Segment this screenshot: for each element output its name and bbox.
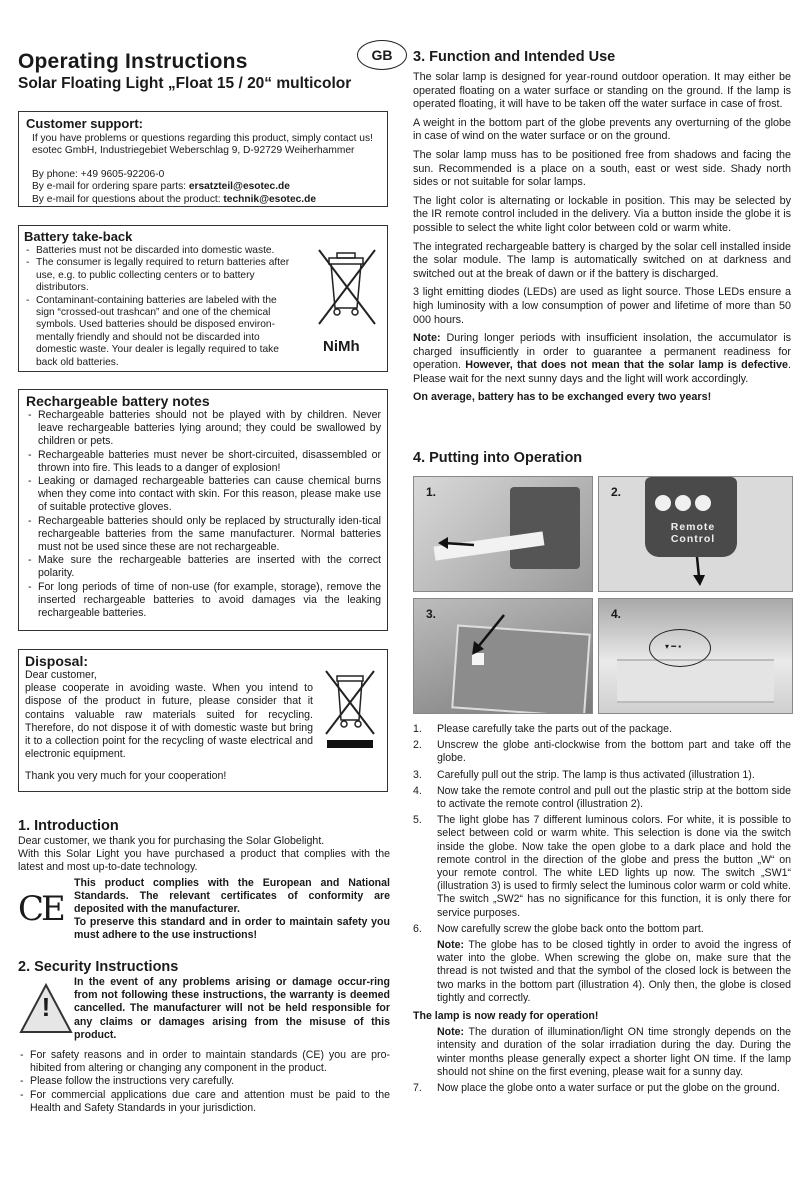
ce-compliance-text: This product complies with the European and National Standards. The relevant certificates of conformity are deposited with the manufacturer. xyxy=(74,876,390,916)
support-email-tech: By e-mail for questions about the product: technik@esotec.de xyxy=(32,193,317,205)
list-item: - Batteries must not be discarded into domestic waste. xyxy=(24,245,292,257)
list-item: - The consumer is legally required to return batteries after use, e.g. to public collecting centers or to battery distributors. xyxy=(24,257,292,294)
page-subtitle: Solar Floating Light „Float 15 / 20“ multicolor xyxy=(18,75,352,92)
battery-exchange-note: On average, battery has to be exchanged every two years! xyxy=(413,391,712,404)
weee-trashcan-icon xyxy=(323,668,377,748)
illustration-1 xyxy=(413,476,593,592)
illustration-2 xyxy=(598,476,793,592)
support-address: esotec GmbH, Industriegebiet Weberschlag 9, D-92729 Weiherhammer xyxy=(32,145,355,157)
list-item: - Make sure the rechargeable batteries are inserted with the correct polarity. xyxy=(26,554,381,580)
step7-note: Note: The duration of illumination/light ON time strongly depends on the intensity and duration of the solar irradiation during the day. During the winter months please generally expect a shorter light ON time. If the lamp should not shine on the first evening, please wait for a sunny day. xyxy=(437,1026,791,1078)
security-list xyxy=(18,1049,390,1115)
customer-support-box xyxy=(18,111,388,207)
email-parts-link[interactable]: ersatzteil@esotec.de xyxy=(188,181,290,193)
list-item: 3. Carefully pull out the strip. The lamp is thus activated (illustration 1). xyxy=(413,768,755,781)
ce-mark-icon: CE xyxy=(18,888,63,929)
support-phone: By phone: +49 9605-92206-0 xyxy=(32,168,165,180)
illustration-label: 3. xyxy=(426,607,437,621)
illustration-4 xyxy=(598,598,793,714)
operation-steps xyxy=(413,723,791,1095)
list-item: - Contaminant-containing batteries are labeled with the sign “crossed-out trashcan” and one of the chemical symbols. Used batteries should be disposed environ-mentally friendly and should not be discarded into domestic waste. Your dealer is legally required to take back old batteries. xyxy=(24,295,292,369)
support-intro: If you have problems or questions regarding this product, simply contact us! xyxy=(32,133,373,144)
ce-safety-text: To preserve this standard and in order to maintain safety you must adhere to the use instructions! xyxy=(74,916,390,942)
warning-mark: ! xyxy=(41,992,51,1022)
rechargeable-list xyxy=(26,409,381,620)
list-item: 7. Now place the globe onto a water surface or put the globe on the ground. xyxy=(413,1082,780,1095)
page-title: Operating Instructions xyxy=(18,50,248,73)
arrow-down-icon xyxy=(691,557,707,587)
nimh-label: NiMh xyxy=(323,338,360,355)
battery-takeback-heading: Battery take-back xyxy=(24,229,133,244)
list-item: - For safety reasons and in order to maintain standards (CE) you are pro-hibited from altering or changing any component in the product. xyxy=(18,1049,390,1075)
list-item: - For long periods of time of non-use (for example, storage), remove the inserted rechargeable batteries to avoid damages via the leaking rechargeable batteries. xyxy=(26,581,381,621)
list-item: - Rechargeable batteries should only be replaced by structurally iden-tical rechargeable batteries from the same manufacturer. Normal batteries must not be used since these are not rechargeable. xyxy=(26,515,381,555)
arrow-down-left-icon xyxy=(464,613,508,659)
language-badge: GB xyxy=(357,40,407,70)
list-item: - Rechargeable batteries must never be short-circuited, disassembled or thrown into fire. This leads to a danger of explosion! xyxy=(26,449,381,475)
illustration-label: 2. xyxy=(611,485,622,499)
battery-takeback-list xyxy=(24,245,292,369)
disposal-box xyxy=(18,649,388,792)
disposal-thanks: Thank you very much for your cooperation! xyxy=(25,770,227,783)
document-header xyxy=(18,50,363,94)
function-p2: A weight in the bottom part of the globe prevents any overturning of the globe in case of wind on the water surface or on the ground. xyxy=(413,116,791,143)
illustration-label: 4. xyxy=(611,607,622,621)
battery-takeback-box xyxy=(18,225,388,372)
disposal-heading: Disposal: xyxy=(25,653,89,669)
list-item: 6. Now carefully screw the globe back onto the bottom part. xyxy=(413,922,704,935)
illustration-3 xyxy=(413,598,593,714)
list-item: 4. Now take the remote control and pull out the plastic strip at the bottom side to activate the remote control (illustration 2). xyxy=(413,784,791,811)
function-p6: 3 light emitting diodes (LEDs) are used as light source. Those LEDs ensure a high luminosity with a low consumption of power and lifetime of more than 50 000 hours. xyxy=(413,286,791,326)
function-section xyxy=(413,48,791,405)
warranty-warning: In the event of any problems arising or damage occur-ring from not following these instructions, the warranty is deemed cancelled. The manufacturer will not be held responsible for any claims or damages arising from the misuse of this product. xyxy=(74,976,390,1041)
list-item: 2. Unscrew the globe anti-clockwise from the bottom part and take off the globe. xyxy=(413,739,791,765)
introduction-p1: Dear customer, we thank you for purchasing the Solar Globelight. xyxy=(18,835,325,847)
ready-for-operation: The lamp is now ready for operation! xyxy=(413,1010,599,1023)
operation-heading: 4. Putting into Operation xyxy=(413,450,583,466)
function-p3: The solar lamp muss has to be positioned free from shadows and facing the sun. Recommended is a place on a south, east or west side. Shady north sides or not suitable for solar lamps. xyxy=(413,148,791,189)
function-heading: 3. Function and Intended Use xyxy=(413,49,616,65)
arrow-left-icon xyxy=(436,533,476,553)
function-p1: The solar lamp is designed for year-round outdoor operation. It may either be operated floating on a water surface or standing on the ground. If the lamp is operated floating, it will have to be taken off the water surface in case of frost. xyxy=(413,71,791,111)
crossed-out-trashcan-icon xyxy=(315,246,379,330)
list-item: 5. The light globe has 7 different luminous colors. For white, it is possible to select between cold or warm white. This selection is done via the switch inside the globe. Now take the open globe to a dark place and hold the remote control in the direction of the globe and press the button „W“ on your remote control. The white LED lights up now. The switch „SW1“ (illustration 3) is used to firmly select the luminous color warm or cold white. The switch „SW2“ has no significance for this function, it is only there for service purposes. xyxy=(413,814,791,919)
rechargeable-notes-box xyxy=(18,389,388,631)
security-section xyxy=(18,958,390,1115)
disposal-greeting: Dear customer, xyxy=(25,669,97,681)
list-item: 1. Please carefully take the parts out of the package. xyxy=(413,723,672,735)
introduction-section xyxy=(18,817,390,957)
function-p5: The integrated rechargeable battery is charged by the solar cell installed inside the solar module. The lamp is automatically switched on at darkness and switched out at the break of dawn or if the battery is discharged. xyxy=(413,240,791,280)
introduction-p2: With this Solar Light you have purchased a product that complies with the latest and most up-to-date technology. xyxy=(18,848,390,874)
disposal-text: please cooperate in avoiding waste. When you intend to dispose of the product in future, please consider that it contains valuable raw materials suited for recycling. Therefore, do not dispose it of with domestic waste but bring it to a collection point for the recycling of waste electrical and electronic equipment. xyxy=(25,682,313,761)
list-item: - For commercial applications due care and attention must be paid to the Health and Safety Standards in your jurisdiction. xyxy=(18,1089,390,1115)
support-email-parts: By e-mail for ordering spare parts: ersatzteil@esotec.de xyxy=(32,181,290,193)
security-heading: 2. Security Instructions xyxy=(18,959,179,975)
list-item: - Please follow the instructions very carefully. xyxy=(18,1075,390,1088)
email-tech-link[interactable]: technik@esotec.de xyxy=(223,193,317,205)
function-p4: The light color is alternating or lockable in position. This may be selected by the IR remote control included in the delivery. Via a button inside the globe it is possible to select the white light color between cold or warm white. xyxy=(413,194,791,234)
rechargeable-heading: Rechargeable battery notes xyxy=(26,393,210,409)
support-heading: Customer support: xyxy=(26,116,143,131)
list-item: - Rechargeable batteries should not be played with by children. Never leave rechargeable batteries lying around; they could be swallowed by children or pets. xyxy=(26,409,381,449)
introduction-heading: 1. Introduction xyxy=(18,818,119,834)
illustration-label: 1. xyxy=(426,485,437,499)
lock-symbol-icon: ▾ ━ ▪ xyxy=(665,642,682,651)
list-item: - Leaking or damaged rechargeable batteries can cause chemical burns when they come into contact with skin. For this reason, please make use of suitable protective gloves. xyxy=(26,475,381,515)
step6-note: Note: The globe has to be closed tightly in order to avoid the ingress of water into the globe. When screwing the globe on, make sure that the thread is not twisted and that the symbol of the closed lock is between the two marks in the bottom part (illustration 4). Only then, the globe is closed tightly and correctly. xyxy=(437,939,791,1004)
remote-control-caption: Remote Control xyxy=(670,521,716,545)
function-note: Note: During longer periods with insufficient insolation, the accumulator is charged insufficiently in order to guarantee a permanent readiness for operation. However, that does not mean that the solar lamp is defective. Please wait for the next sunny days and the light will work accordingly. xyxy=(413,332,791,385)
